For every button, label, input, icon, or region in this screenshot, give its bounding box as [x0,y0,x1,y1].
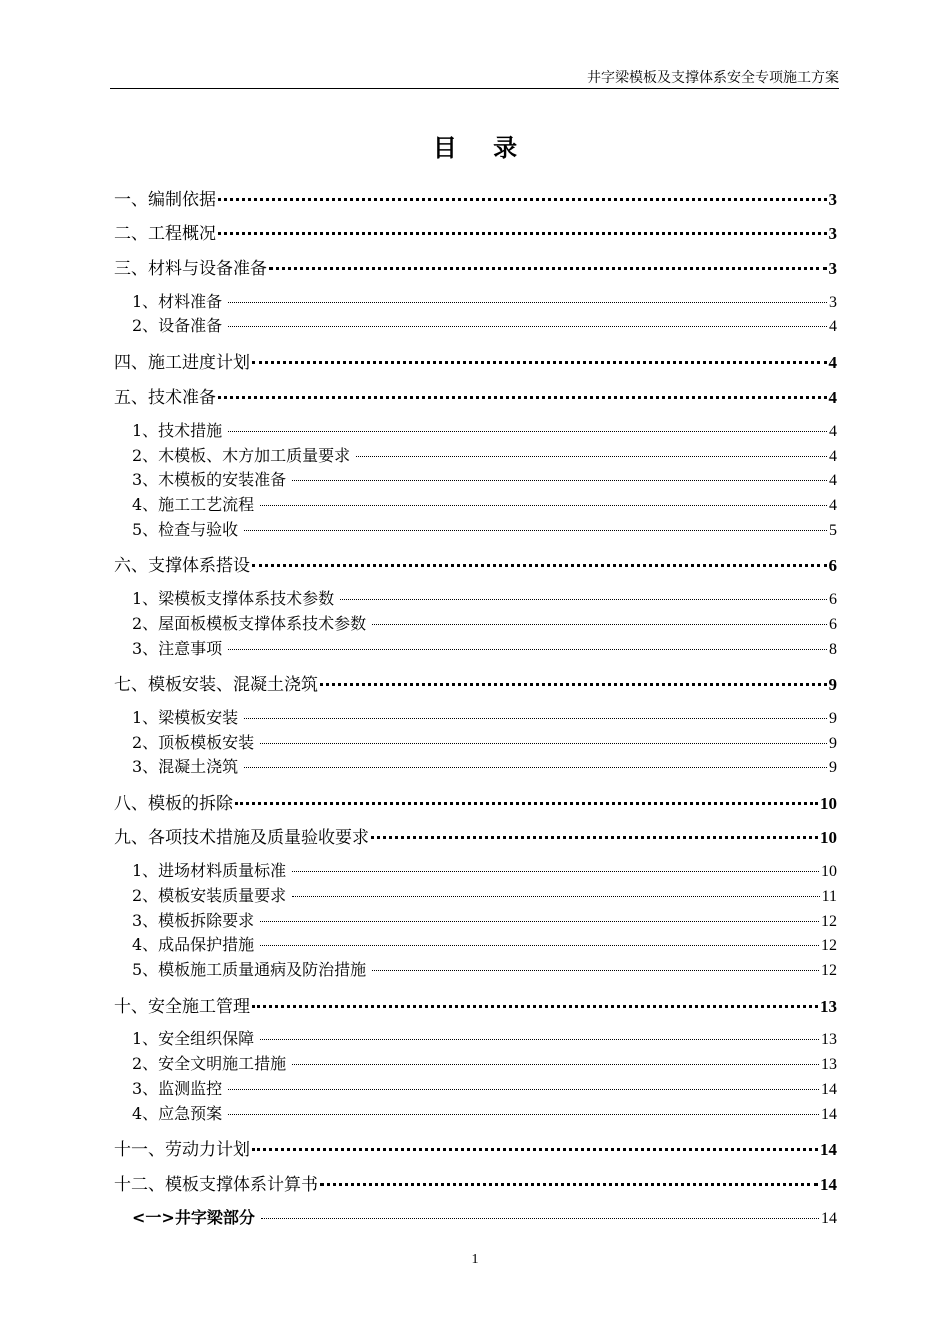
toc-entry-title: 十二、模板支撑体系计算书 [114,1175,318,1195]
toc-entry-title: 2、模板安装质量要求 [132,886,287,905]
toc-entry-title: 2、安全文明施工措施 [132,1054,287,1073]
toc-entry[interactable] [114,348,837,373]
toc-entry[interactable] [132,586,837,609]
toc-entry-title: 一、编制依据 [114,190,216,210]
toc-entry-page: 10 [820,794,837,813]
toc-dot-leader [292,896,819,897]
toc-entry-page: 10 [821,863,837,880]
toc-title: 目 录 [432,134,532,162]
toc-entry-page: 12 [821,962,837,979]
toc-entry-page: 11 [821,888,837,905]
toc-entry-page: 3 [829,294,837,311]
toc-entry[interactable] [132,1051,837,1074]
toc-dot-leader [269,267,827,270]
toc-entry-page: 13 [820,997,837,1016]
toc-dot-leader [244,767,827,768]
toc-entry-title: 十、安全施工管理 [114,997,250,1017]
toc-entry-title: 2、设备准备 [132,316,223,335]
toc-dot-leader [356,456,827,457]
toc-entry-page: 8 [829,641,837,658]
toc-entry[interactable] [132,858,837,881]
toc-dot-leader [218,396,827,399]
toc-entry-title: 五、技术准备 [114,388,216,408]
toc-entry-title: 十一、劳动力计划 [114,1140,250,1160]
header-text: 井字梁模板及支撑体系安全专项施工方案 [587,70,839,86]
toc-entry[interactable] [132,467,837,490]
toc-entry-page: 9 [829,735,837,752]
toc-entry-page: 3 [828,259,837,278]
toc-dot-leader [340,599,827,600]
toc-entry-page: 4 [828,353,837,372]
toc-entry[interactable] [114,823,837,848]
toc-entry-title: 3、模板拆除要求 [132,911,255,930]
toc-entry[interactable] [114,219,837,244]
toc-entry-page: 10 [820,828,837,847]
toc-entry-title: 5、模板施工质量通病及防治措施 [132,960,367,979]
toc-entry-page: 4 [829,472,837,489]
toc-dot-leader [218,232,827,235]
toc-dot-leader [252,1148,818,1151]
toc-entry-title: 九、各项技术措施及质量验收要求 [114,828,369,848]
page-number: 1 [471,1252,479,1267]
toc-entry[interactable] [114,383,837,408]
toc-entry-title: 1、材料准备 [132,292,223,311]
toc-entry[interactable] [114,1170,837,1195]
toc-entry-title: 二、工程概况 [114,224,216,244]
toc-dot-leader [218,198,827,201]
toc-entry-title: 1、技术措施 [132,421,223,440]
toc-entry[interactable] [132,957,837,980]
toc-entry[interactable] [132,517,837,540]
toc-entry-page: 4 [829,423,837,440]
toc-entry-page: 6 [829,616,837,633]
toc-dot-leader [228,649,827,650]
toc-dot-leader [260,505,827,506]
toc-entry-page: 14 [821,1106,837,1123]
toc-entry[interactable] [132,730,837,753]
toc-entry-title: 3、注意事项 [132,639,223,658]
toc-dot-leader [260,743,827,744]
toc-entry[interactable] [132,705,837,728]
toc-entry[interactable] [132,611,837,634]
toc-dot-leader [228,431,827,432]
toc-dot-leader [244,530,827,531]
toc-entry-page: 12 [821,913,837,930]
toc-entry-page: 6 [829,591,837,608]
toc-entry-page: 3 [828,224,837,243]
toc-entry-page: 14 [821,1081,837,1098]
toc-dot-leader [372,970,819,971]
toc-entry-page: 3 [828,190,837,209]
toc-entry[interactable] [132,418,837,441]
toc-entry-page: 4 [829,318,837,335]
toc-entry-page: 6 [828,556,837,575]
toc-entry-page: 4 [829,448,837,465]
toc-entry-page: 4 [829,497,837,514]
toc-entry-title: 四、施工进度计划 [114,353,250,373]
toc-entry[interactable] [132,883,837,906]
toc-dot-leader [235,802,818,805]
toc-dot-leader [372,624,827,625]
toc-entry-title: 4、成品保护措施 [132,935,255,954]
toc-dot-leader [252,1005,818,1008]
toc-entry[interactable] [132,289,837,312]
toc-entry-page: 5 [829,522,837,539]
toc-dot-leader [252,564,827,567]
toc-entry-page: 13 [821,1056,837,1073]
toc-entry-title: 3、监测监控 [132,1079,223,1098]
toc-entry[interactable] [132,908,837,931]
toc-entry-page: 14 [820,1175,837,1194]
toc-entry[interactable] [132,932,837,955]
toc-entry-title: 三、材料与设备准备 [114,259,267,279]
toc-entry[interactable] [114,789,837,814]
toc-entry-title: 六、支撑体系搭设 [114,556,250,576]
toc-entry-title: 3、混凝土浇筑 [132,757,239,776]
toc-dot-leader [320,683,827,686]
toc-entry-title: 2、木模板、木方加工质量要求 [132,446,351,465]
toc-dot-leader [260,921,819,922]
toc-entry[interactable] [114,1135,837,1160]
toc-dot-leader [320,1183,818,1186]
toc-dot-leader [292,871,819,872]
toc-entry-title: <一>井字梁部分 [132,1208,255,1227]
toc-entry[interactable] [132,443,837,466]
page-header [110,68,839,89]
toc-entry[interactable] [132,1076,837,1099]
toc-entry-page: 9 [828,675,837,694]
toc-dot-leader [252,361,827,364]
toc-dot-leader [228,1089,819,1090]
toc-entry-title: 八、模板的拆除 [114,794,233,814]
toc-dot-leader [260,1039,819,1040]
toc-entry-page: 14 [820,1140,837,1159]
toc-entry[interactable] [132,754,837,777]
toc-entry[interactable] [114,551,837,576]
toc-entry[interactable] [114,254,837,279]
toc-dot-leader [228,302,827,303]
toc-entry-page: 9 [829,710,837,727]
toc-dot-leader [260,945,819,946]
toc-entry[interactable] [132,492,837,515]
toc-entry-title: 2、顶板模板安装 [132,733,255,752]
toc-entry-title: 4、施工工艺流程 [132,495,255,514]
toc-entry-title: 4、应急预案 [132,1104,223,1123]
toc-entry[interactable] [132,1101,837,1124]
toc-entry-title: 1、梁模板支撑体系技术参数 [132,589,335,608]
toc-entry-title: 5、检查与验收 [132,520,239,539]
toc-dot-leader [292,1064,819,1065]
toc-entry-title: 1、进场材料质量标准 [132,861,287,880]
toc-entry[interactable] [114,670,837,695]
toc-dot-leader [261,1218,819,1219]
toc-dot-leader [371,836,818,839]
toc-dot-leader [228,326,827,327]
toc-entry[interactable] [132,1026,837,1049]
toc-entry-page: 4 [828,388,837,407]
toc-dot-leader [244,718,827,719]
toc-entry[interactable] [132,313,837,336]
toc-entry[interactable] [132,1205,837,1228]
toc-entry[interactable] [114,992,837,1017]
toc-entry-title: 七、模板安装、混凝土浇筑 [114,675,318,695]
toc-entry-page: 12 [821,937,837,954]
toc-entry-page: 14 [821,1210,837,1227]
toc-entry[interactable] [132,636,837,659]
toc-dot-leader [228,1114,819,1115]
toc-entry-page: 9 [829,759,837,776]
toc-entry-title: 1、安全组织保障 [132,1029,255,1048]
toc-dot-leader [292,480,827,481]
toc-entry-page: 13 [821,1031,837,1048]
toc-entry-title: 1、梁模板安装 [132,708,239,727]
toc-entry[interactable] [114,185,837,210]
toc-entry-title: 2、屋面板模板支撑体系技术参数 [132,614,367,633]
toc-entry-title: 3、木模板的安装准备 [132,470,287,489]
